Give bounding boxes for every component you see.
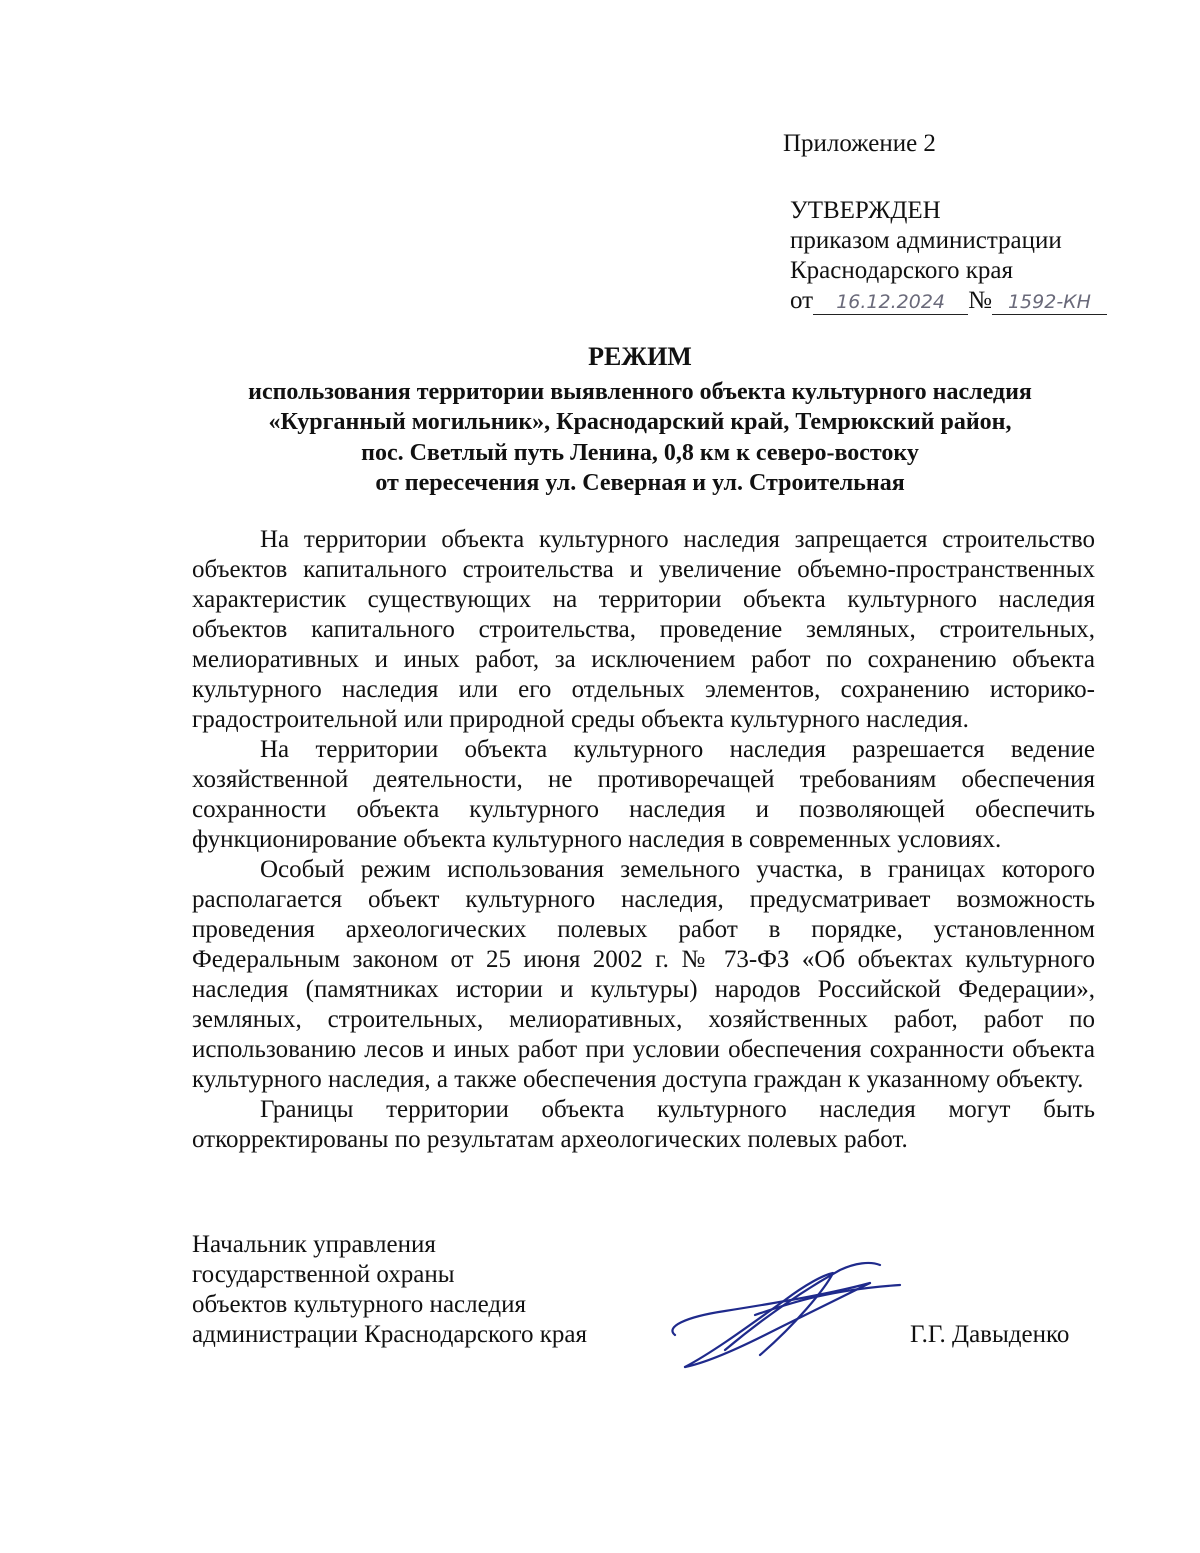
title-line-2: «Курганный могильник», Краснодарский край, Темрюкский район, <box>268 409 1012 435</box>
title-line-4: от пересечения ул. Северная и ул. Строительная <box>375 470 905 496</box>
position-line-3: объектов культурного наследия <box>192 1291 526 1318</box>
number-prefix: № <box>968 287 992 314</box>
title-line-1: использования территории выявленного объекта культурного наследия <box>248 378 1032 405</box>
document-body <box>192 525 1095 1155</box>
body-paragraph-2: На территории объекта культурного наследия разрешается ведение хозяйственной деятельности, не противоречащей требованиям обеспечения сохранности объекта культурного наследия и позволяющей обеспечить функционирование объекта культурного наследия в современных условиях. <box>192 736 1095 853</box>
approval-block <box>790 196 1107 316</box>
title-line-3: пос. Светлый путь Ленина, 0,8 км к северо-востоку <box>361 439 919 466</box>
body-paragraph-4: Границы территории объекта культурного наследия могут быть откорректированы по результатам археологических полевых работ. <box>192 1096 1095 1153</box>
position-line-4: администрации Краснодарского края <box>192 1321 588 1348</box>
document-title <box>150 342 1130 499</box>
approved-by-line-2: Краснодарского края <box>790 257 1013 284</box>
position-line-1: Начальник управления <box>192 1231 436 1258</box>
body-paragraph-3: Особый режим использования земельного участка, в границах которого располагается объект культурного наследия, предусматривает возможность проведения археологических полевых работ в порядке, установленном Федеральным законом от 25 июня 2002 г. № 73-ФЗ «Об объектах культурного наследия (памятниках истории и культуры) народов Российской Федерации», земляных, строительных, мелиоративных, хозяйственных работ, работ по использованию лесов и иных работ при условии обеспечения сохранности объекта культурного наследия, а также обеспечения доступа граждан к указанному объекту. <box>192 856 1095 1093</box>
title-main: РЕЖИМ <box>588 342 692 371</box>
order-date: 16.12.2024 <box>813 290 968 315</box>
appendix-label: Приложение 2 <box>783 130 936 157</box>
position-line-2: государственной охраны <box>192 1261 455 1288</box>
date-prefix: от <box>790 287 814 314</box>
signer-position <box>192 1230 587 1350</box>
handwritten-signature <box>655 1255 910 1375</box>
order-number: 1592-КН <box>992 290 1107 315</box>
body-paragraph-1: На территории объекта культурного наследия запрещается строительство объектов капитального строительства и увеличение объемно-пространственных характеристик существующих на территории объекта культурного наследия объектов капитального строительства, проведение земляных, строительных, мелиоративных и иных работ, за исключением работ по сохранению объекта культурного наследия или его отдельных элементов, сохранению историко-градостроительной или природной среды объекта культурного наследия. <box>192 526 1095 733</box>
approved-by-line-1: приказом администрации <box>790 227 1062 254</box>
signer-name: Г.Г. Давыденко <box>910 1321 1070 1348</box>
order-date-number-line <box>790 286 1107 316</box>
approved-label: УТВЕРЖДЕН <box>790 197 941 224</box>
